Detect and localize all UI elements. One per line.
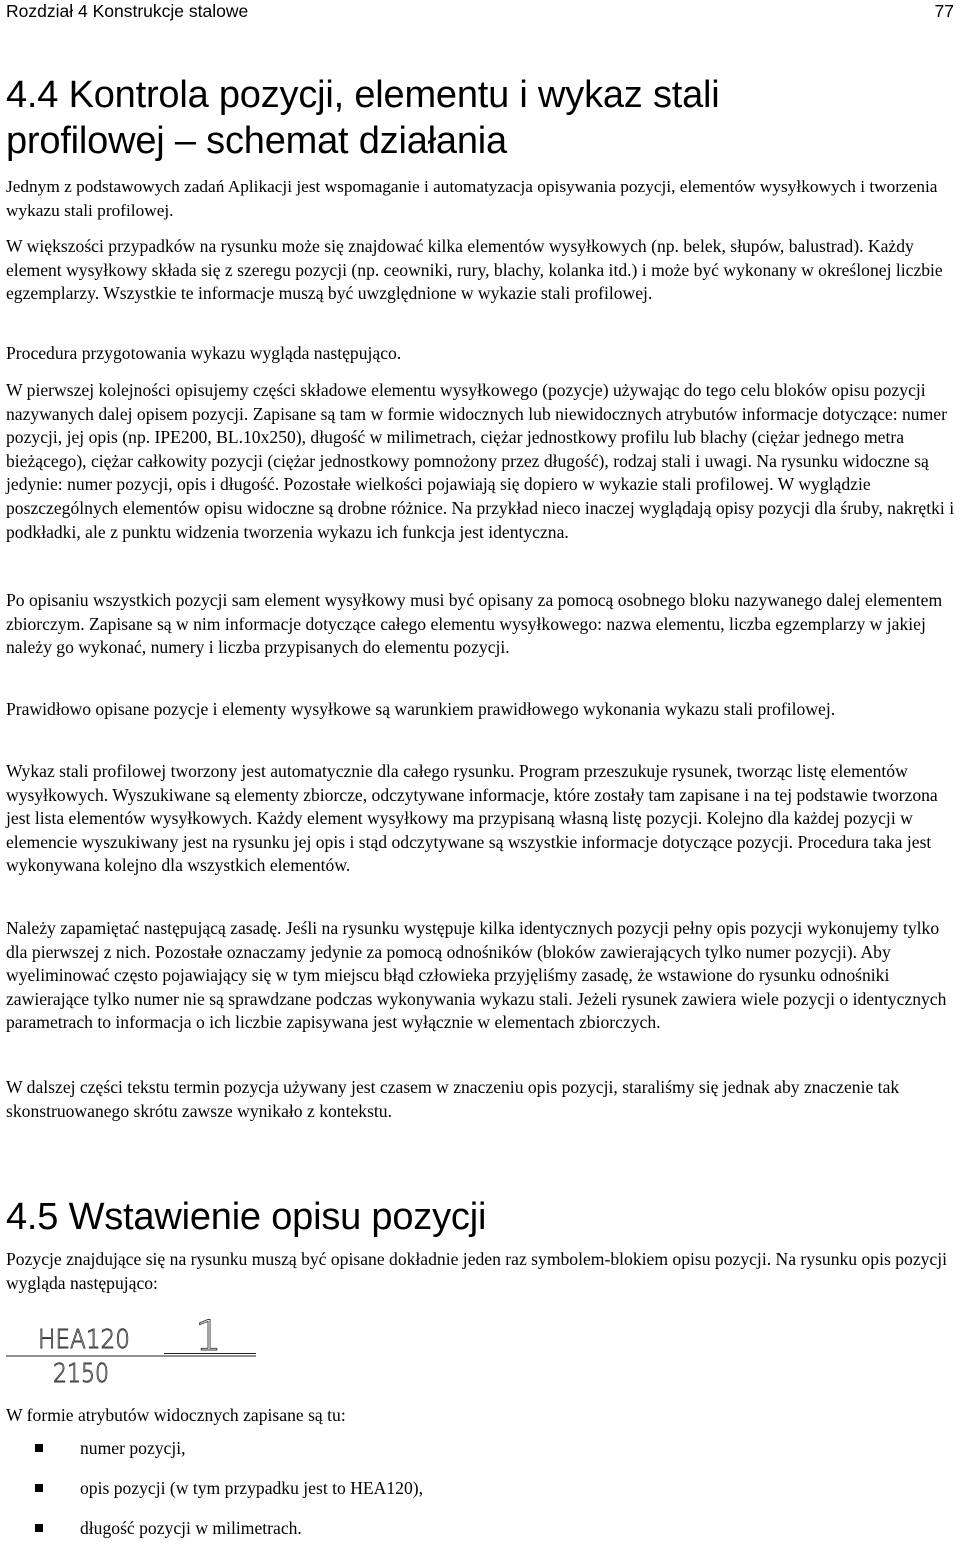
section-4-4-heading bbox=[6, 72, 720, 164]
paragraph-attributes: W formie atrybutów widocznych zapisane są tu: bbox=[6, 1405, 346, 1425]
attribute-list bbox=[6, 1428, 906, 1548]
drawing-position-number: 1 bbox=[195, 1311, 222, 1360]
paragraph-elements: W większości przypadków na rysunku może się znajdować kilka elementów wysyłkowych (np. belek, słupów, balustrad). Każdy element wysyłkowy składa się z szeregu pozycji (np. ceowniki, rury, blachy, kolanka itd.) i może być wykonany w określonej liczbie egzemplarzy. Wszystkie te informacje muszą być uwzględnione w wykazie stali profilowej. bbox=[6, 236, 943, 304]
section-4-5-heading: 4.5 Wstawienie opisu pozycji bbox=[6, 1196, 487, 1238]
paragraph-steel-list: Wykaz stali profilowej tworzony jest automatycznie dla całego rysunku. Program przeszukuje rysunek, tworząc listę elementów wysyłkowych. Wyszukiwane są elementy zbiorcze, odczytywane informacje, które zostały tam zapisane i na tej podstawie tworzona jest lista elementów wysyłkowych. Każdy element wysyłkowy ma przypisaną własną listę pozycji. Kolejno dla każdej pozycji w elemencie wyszukiwany jest na rysunku jej opis i stąd odczytywane są wszystkie informacje dotyczące pozycji. Procedura taka jest wykonywana kolejno dla wszystkich elementów. bbox=[6, 761, 938, 876]
paragraph-intro: Jednym z podstawowych zadań Aplikacji jest wspomaganie i automatyzacja opisywania pozycji, elementów wysyłkowych i tworzenia wykazu stali profilowej. bbox=[6, 177, 938, 220]
running-header bbox=[6, 1, 954, 25]
chapter-title: Rozdział 4 Konstrukcje stalowe bbox=[6, 1, 249, 21]
list-item: opis pozycji (w tym przypadku jest to HEA120), bbox=[6, 1468, 906, 1508]
drawing-length-label: 2150 bbox=[53, 1359, 109, 1389]
paragraph-rule: Należy zapamiętać następującą zasadę. Jeśli na rysunku występuje kilka identycznych pozycji pełny opis pozycji wykonujemy tylko dla pierwszej z nich. Pozostałe oznaczamy jedynie za pomocą odnośników (bloków zawierających tylko numer pozycji). Aby wyeliminować często pojawiający się w tym miejscu błąd człowieka przyjęliśmy zasadę, że wstawione do rysunku odnośniki zawierające tylko numer nie są sprawdzane podczas wykonywania wykazu stali. Jeżeli rysunek zawiera wiele pozycji o identycznych parametrach to informacja o ich liczbie zapisywana jest wyłącznie w elementach zbiorczych. bbox=[6, 918, 947, 1033]
paragraph-positions: W pierwszej kolejności opisujemy części składowe elementu wysyłkowego (pozycje) używając do tego celu bloków opisu pozycji nazywanych dalej opisem pozycji. Zapisane są tam w formie widocznych lub niewidocznych atrybutów informacje dotyczące: numer pozycji, jej opis (np. IPE200, BL.10x250), długość w milimetrach, ciężar jednostkowy profilu lub blachy (ciężar jednego metra bieżącego), ciężar całkowity pozycji (ciężar jednostkowy pomnożony przez długość), rodzaj stali i uwagi. Na rysunku widoczne są jedynie: numer pozycji, opis i długość. Pozostałe wielkości pojawiają się dopiero w wykazie stali profilowej. W wyglądzie poszczególnych elementów opisu widoczne są drobne różnice. Na przykład nieco inaczej wyglądają opisy pozycji dla śruby, nakrętki i podkładki, ale z punktu widzenia tworzenia wykazu ich funkcja jest identyczna. bbox=[6, 380, 955, 542]
section-4-4-heading-line1: 4.4 Kontrola pozycji, elementu i wykaz stali bbox=[6, 74, 720, 116]
square-bullet-icon bbox=[35, 1444, 43, 1452]
paragraph-terminology: W dalszej części tekstu termin pozycja używany jest czasem w znaczeniu opis pozycji, staraliśmy się jednak aby znaczenie tak skonstruowanego skrótu zawsze wynikało z kontekstu. bbox=[6, 1077, 900, 1121]
list-item: numer pozycji, bbox=[6, 1428, 906, 1468]
paragraph-procedure: Procedura przygotowania wykazu wygląda następująco. bbox=[6, 343, 402, 363]
list-item: długość pozycji w milimetrach. bbox=[6, 1508, 906, 1548]
square-bullet-icon bbox=[35, 1524, 43, 1532]
paragraph-correctness: Prawidłowo opisane pozycje i elementy wysyłkowe są warunkiem prawidłowego wykonania wykazu stali profilowej. bbox=[6, 699, 836, 719]
paragraph-assembly: Po opisaniu wszystkich pozycji sam element wysyłkowy musi być opisany za pomocą osobnego bloku nazywanego dalej elementem zbiorczym. Zapisane są w nim informacje dotyczące całego elementu wysyłkowego: nazwa elementu, liczba egzemplarzy w jakiej należy go wykonać, numery i liczba przypisanych do elementu pozycji. bbox=[6, 590, 943, 658]
paragraph-position-description: Pozycje znajdujące się na rysunku muszą być opisane dokładnie jeden raz symbolem-blokiem opisu pozycji. Na rysunku opis pozycji wygląda następująco: bbox=[6, 1249, 948, 1293]
section-4-4-heading-line2: profilowej – schemat działania bbox=[6, 120, 507, 162]
page-number: 77 bbox=[934, 1, 954, 21]
drawing-profile-label: HEA120 bbox=[38, 1325, 130, 1355]
square-bullet-icon bbox=[35, 1484, 43, 1492]
position-description-drawing bbox=[6, 1306, 266, 1396]
